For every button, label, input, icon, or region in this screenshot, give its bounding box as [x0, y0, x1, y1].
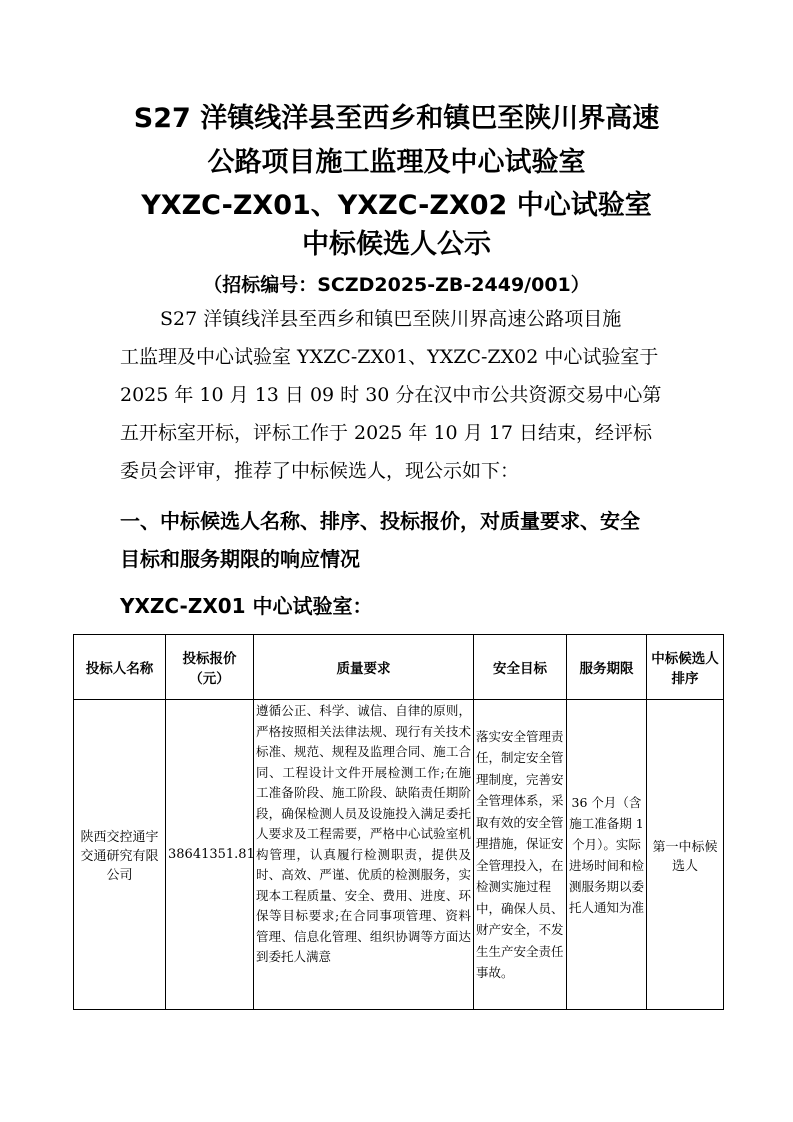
cell-bidder: 陕西交控通宇交通研究有限公司: [74, 700, 166, 1010]
title-line-4: 中标候选人公示: [302, 229, 491, 260]
table-row: [74, 700, 724, 1010]
intro-line-3: 2025 年 10 月 13 日 09 时 30 分在汉中市公共资源交易中心第: [120, 384, 662, 406]
header-period: 服务期限: [567, 635, 647, 700]
title-line-3: YXZC-ZX01、YXZC-ZX02 中心试验室: [141, 190, 652, 221]
candidate-table: [73, 634, 724, 1010]
section-heading-2: 目标和服务期限的响应情况: [120, 547, 360, 571]
header-quality: 质量要求: [254, 635, 474, 700]
header-rank: 中标候选人排序: [647, 635, 724, 700]
cell-period: 36 个月（含施工准备期 1 个月）。实际进场时间和检测服务期以委托人通知为准: [567, 700, 647, 1010]
header-safety: 安全目标: [474, 635, 567, 700]
header-bidder: 投标人名称: [74, 635, 166, 700]
intro-line-4: 五开标室开标，评标工作于 2025 年 10 月 17 日结束，经评标: [120, 422, 652, 444]
cell-rank: 第一中标候选人: [647, 700, 724, 1010]
cell-quality: 遵循公正、科学、诚信、自律的原则，严格按照相关法律法规、现行有关技术标准、规范、规程及监理合同、施工合同、工程设计文件开展检测工作;在施工准备阶段、施工阶段、缺陷责任期阶段，确保检测人员及设施投入满足委托人要求及工程需要，严格中心试验室机构管理，认真履行检测职责，提供及时、高效、严谨、优质的检测服务，实现本工程质量、安全、费用、进度、环保等目标要求;在合同事项管理、资料管理、信息化管理、组织协调等方面达到委托人满意: [254, 700, 474, 1010]
cell-price: 38641351.81: [166, 700, 254, 1010]
intro-line-2: 工监理及中心试验室 YXZC-ZX01、YXZC-ZX02 中心试验室于: [120, 346, 659, 368]
title-line-1: S27 洋镇线洋县至西乡和镇巴至陕川界高速: [133, 103, 660, 134]
intro-line-1: S27 洋镇线洋县至西乡和镇巴至陕川界高速公路项目施: [160, 308, 622, 330]
header-price: 投标报价（元）: [166, 635, 254, 700]
intro-line-5: 委员会评审，推荐了中标候选人，现公示如下：: [120, 460, 520, 482]
title-line-2: 公路项目施工监理及中心试验室: [207, 147, 586, 178]
subsection-heading: YXZC-ZX01 中心试验室：: [120, 594, 373, 618]
section-heading-1: 一、中标候选人名称、排序、投标报价，对质量要求、安全: [120, 509, 640, 533]
tender-number: （招标编号：SCZD2025-ZB-2449/001）: [203, 274, 590, 296]
cell-safety: 落实安全管理责任，制定安全管理制度，完善安全管理体系，采取有效的安全管理措施，保证安全管理投入，在检测实施过程中，确保人员、财产安全，不发生生产安全责任事故。: [474, 700, 567, 1010]
table-header-row: [74, 635, 724, 700]
